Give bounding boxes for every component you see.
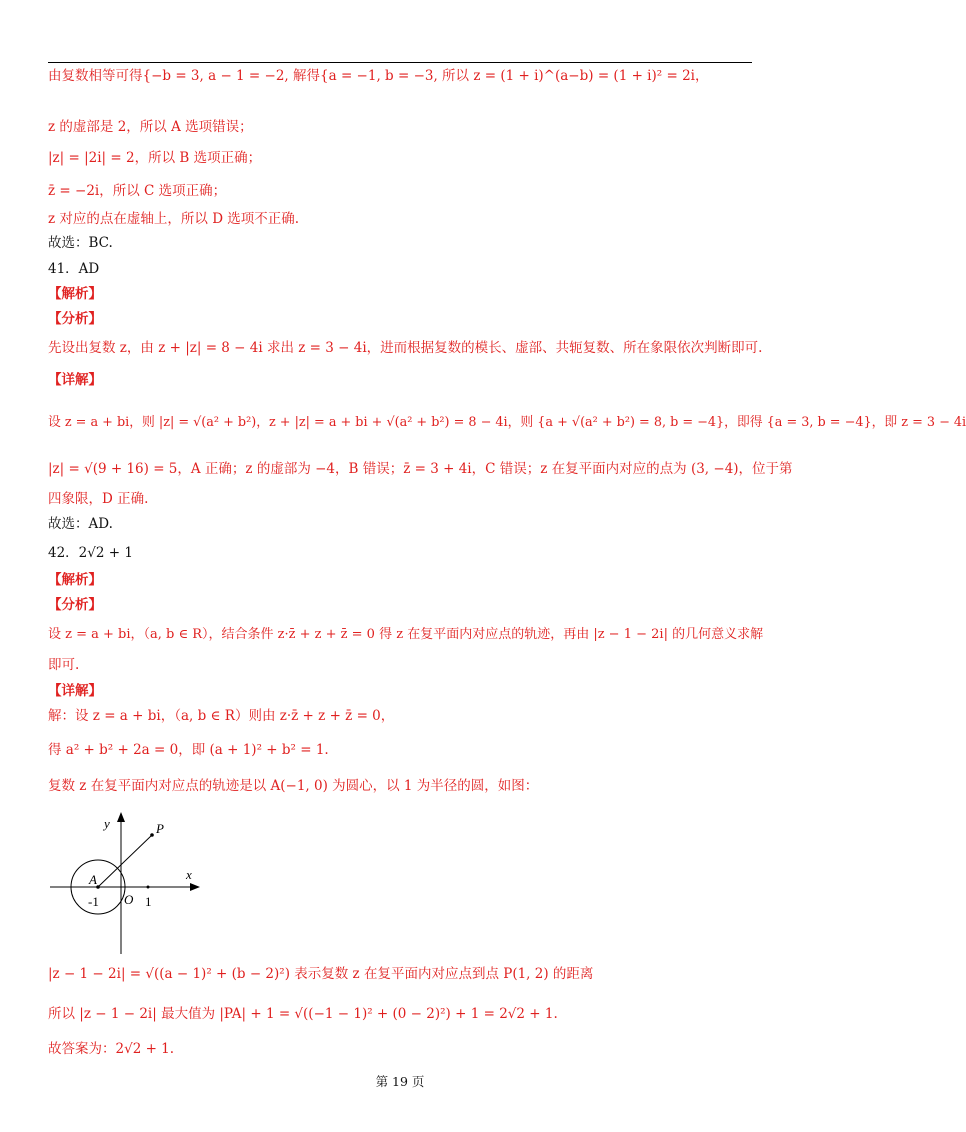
tick-1-label: 1 xyxy=(145,894,152,909)
analysis-text: 先设出复数 z，由 z + |z| = 8 − 4i 求出 z = 3 − 4i，进而根据复数的模长、虚部、共轭复数、所在象限依次判断即可. xyxy=(48,340,763,356)
detail-line-1: 设 z = a + bi，则 |z| = √(a² + b²)，z + |z| = a + bi + √(a² + b²) = 8 − 4i，则 {a + √(a² + b²) = 8, b = −4}，即得 {a = 3, b = −4}，即 z = 3 − 4i xyxy=(48,415,966,430)
section-fenxi-2: 【分析】 xyxy=(48,597,102,613)
final-answer: 故答案为：2√2 + 1. xyxy=(48,1041,175,1057)
answer-choice-41: 故选：AD. xyxy=(48,516,113,532)
detail2-line-4: |z − 1 − 2i| = √((a − 1)² + (b − 2)²) 表示复数 z 在复平面内对应点到点 P(1, 2) 的距离 xyxy=(48,966,594,982)
answer-choice-40: 故选：BC. xyxy=(48,235,113,251)
detail2-line-1: 解：设 z = a + bi，（a, b ∈ R）则由 z·z̄ + z + z̄ = 0， xyxy=(48,708,395,724)
x-label: x xyxy=(186,867,192,882)
section-xiangjie-2: 【详解】 xyxy=(48,683,102,699)
section-fenxi: 【分析】 xyxy=(48,311,102,327)
y-label: y xyxy=(104,816,110,831)
A-label: A xyxy=(89,872,97,887)
section-jiexi: 【解析】 xyxy=(48,286,102,302)
detail2-line-5: 所以 |z − 1 − 2i| 最大值为 |PA| + 1 = √((−1 − 1)² + (0 − 2)²) + 1 = 2√2 + 1. xyxy=(48,1006,558,1022)
tick-neg1-label: -1 xyxy=(88,894,99,909)
P-label: P xyxy=(156,821,164,836)
tick-1-mark xyxy=(147,886,150,889)
detail2-line-2: 得 a² + b² + 2a = 0，即 (a + 1)² + b² = 1. xyxy=(48,742,329,758)
complex-plane-figure xyxy=(44,808,214,958)
detail-line-2: |z| = √(9 + 16) = 5，A 正确；z 的虚部为 −4，B 错误；z̄ = 3 + 4i，C 错误；z 在复平面内对应的点为 (3, −4)，位于第 xyxy=(48,461,793,477)
problem-number-41: 41．AD xyxy=(48,261,100,277)
header-rule xyxy=(48,62,752,63)
section-jiexi-2: 【解析】 xyxy=(48,572,102,588)
problem-number-42: 42．2√2 + 1 xyxy=(48,545,133,561)
detail2-line-3: 复数 z 在复平面内对应点的轨迹是以 A(−1, 0) 为圆心，以 1 为半径的圆，如图： xyxy=(48,778,539,794)
solution-line-5: z 对应的点在虚轴上，所以 D 选项不正确. xyxy=(48,211,300,227)
O-label: O xyxy=(124,892,134,907)
solution-line-2: z 的虚部是 2，所以 A 选项错误； xyxy=(48,119,253,135)
solution-line-3: |z| = |2i| = 2，所以 B 选项正确； xyxy=(48,150,262,166)
solution-line-4: z̄ = −2i，所以 C 选项正确； xyxy=(48,183,227,199)
solution-line-1: 由复数相等可得{−b = 3, a − 1 = −2, 解得{a = −1, b = −3, 所以 z = (1 + i)^(a−b) = (1 + i)² = 2i， xyxy=(48,68,709,84)
x-axis-arrow-icon xyxy=(190,883,200,891)
y-axis-arrow-icon xyxy=(117,812,125,822)
analysis-text-2: 设 z = a + bi，（a, b ∈ R），结合条件 z·z̄ + z + z̄ = 0 得 z 在复平面内对应点的轨迹，再由 |z − 1 − 2i| 的几何意义求解 xyxy=(48,627,764,642)
analysis-text-2-cont: 即可. xyxy=(48,657,80,673)
detail-line-3: 四象限，D 正确. xyxy=(48,491,149,507)
point-P xyxy=(150,833,154,837)
section-xiangjie: 【详解】 xyxy=(48,372,102,388)
page-number: 第 19 页 xyxy=(375,1074,425,1089)
